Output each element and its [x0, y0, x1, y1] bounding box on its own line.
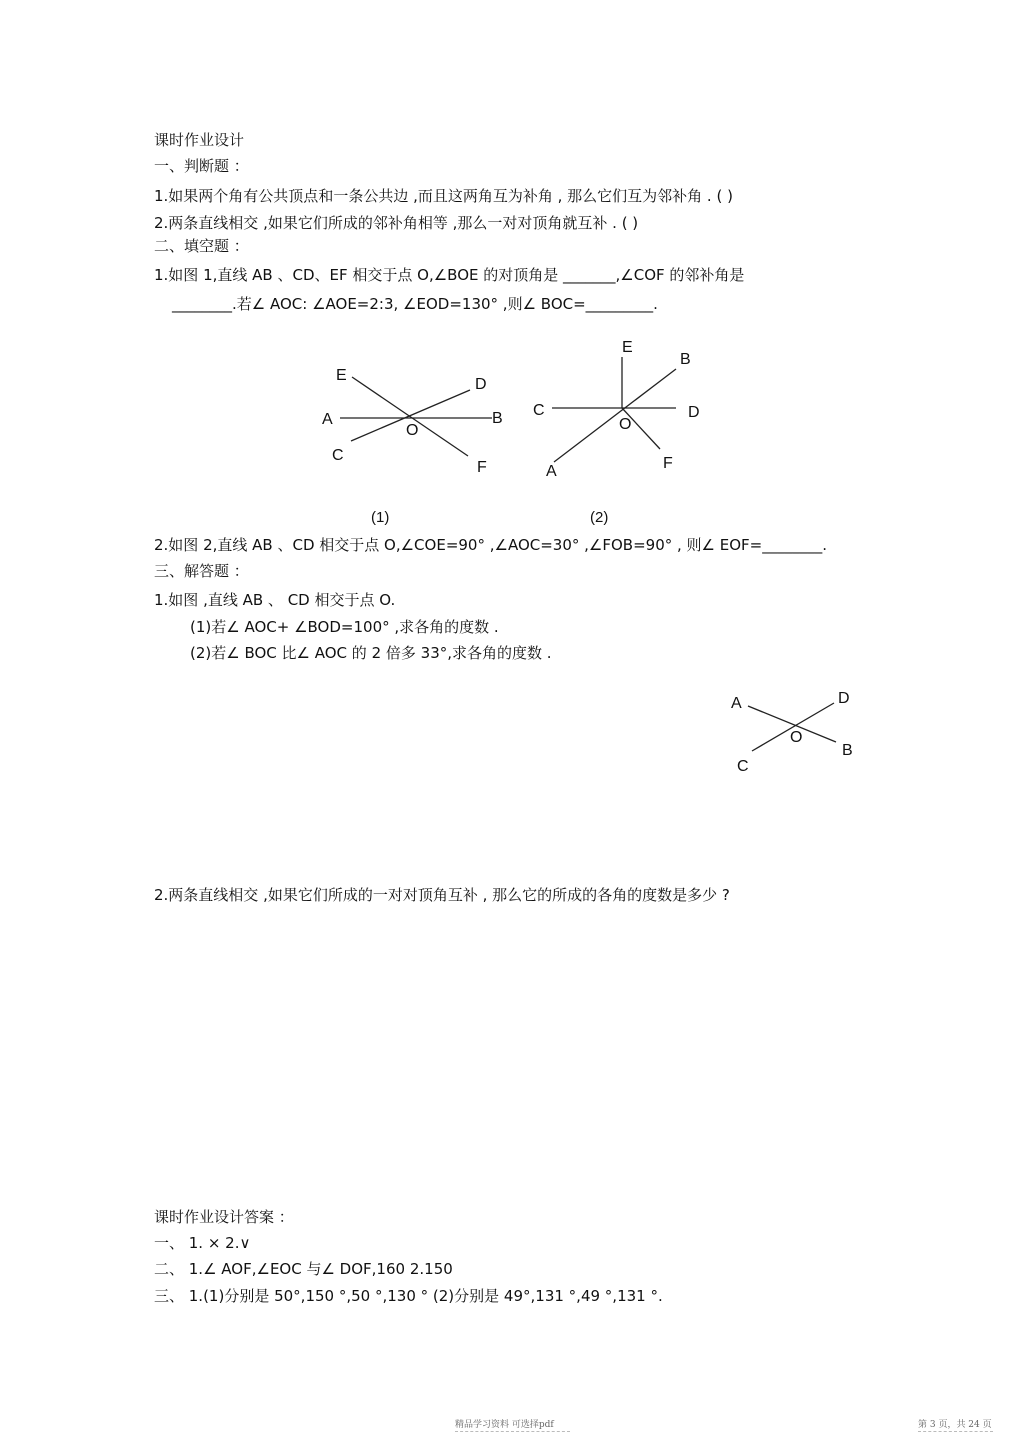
- solve-q1: 1.如图 ,直线 AB 、 CD 相交于点 O.: [154, 591, 396, 609]
- fill-q2: 2.如图 2,直线 AB 、CD 相交于点 O,∠COE=90° ,∠AOC=30° ,∠FOB=90° , 则∠ EOF=________.: [154, 536, 828, 554]
- figure-3-diagram: [722, 685, 862, 780]
- fig1-label-o: O: [406, 422, 419, 439]
- fig2-label-b: B: [680, 351, 691, 368]
- fig3-label-d: D: [838, 690, 850, 707]
- footer-left-text: 精品学习资料 可选择pdf: [455, 1420, 554, 1430]
- judge-q2: 2.两条直线相交 ,如果它们所成的邻补角相等 ,那么一对对顶角就互补 . ( ): [154, 214, 639, 232]
- solve-q2: 2.两条直线相交 ,如果它们所成的一对对顶角互补 , 那么它的所成的各角的度数是多少 ?: [154, 886, 730, 904]
- answers-section-3: 三、 1.(1)分别是 50°,150 °,50 °,130 ° (2)分别是 49°,131 °,49 °,131 °.: [154, 1287, 663, 1305]
- answers-section-1: 一、 1. × 2.∨: [154, 1234, 251, 1252]
- fig1-label-e: E: [336, 367, 347, 384]
- fig1-label-b: B: [492, 410, 503, 427]
- figure-2-diagram: [528, 335, 718, 485]
- page-title: 课时作业设计: [154, 131, 245, 149]
- judge-q1: 1.如果两个角有公共顶点和一条公共边 ,而且这两角互为补角 , 那么它们互为邻补角 . ( ): [154, 187, 733, 205]
- fig3-label-c: C: [737, 758, 749, 775]
- section-1-heading: 一、判断题 ：: [154, 157, 249, 175]
- footer-right-divider: [918, 1431, 993, 1432]
- fig2-label-d: D: [688, 404, 700, 421]
- fig1-label-c: C: [332, 447, 344, 464]
- fill-q1-line2: ________.若∠ AOC: ∠AOE=2:3, ∠EOD=130° ,则∠ BOC=_________.: [172, 295, 658, 313]
- fig1-label-d: D: [475, 376, 487, 393]
- fig1-label-f: F: [477, 459, 487, 476]
- fig2-label-c: C: [533, 402, 545, 419]
- solve-q1-part1: (1)若∠ AOC+ ∠BOD=100° ,求各角的度数 .: [190, 618, 499, 636]
- fig2-label-e: E: [622, 339, 633, 356]
- section-3-heading: 三、解答题 ：: [154, 562, 249, 580]
- figure-2-caption: (2): [590, 509, 609, 526]
- footer-page-number: 第 3 页，共 24 页: [918, 1420, 992, 1430]
- solve-q1-part2: (2)若∠ BOC 比∠ AOC 的 2 倍多 33°,求各角的度数 .: [190, 644, 552, 662]
- fig2-label-o: O: [619, 416, 632, 433]
- fig2-label-f: F: [663, 455, 673, 472]
- footer-left-divider: [455, 1431, 570, 1432]
- fig3-label-a: A: [731, 695, 742, 712]
- fig3-label-o: O: [790, 729, 803, 746]
- answers-section-2: 二、 1.∠ AOF,∠EOC 与∠ DOF,160 2.150: [154, 1260, 453, 1278]
- fig3-label-b: B: [842, 742, 853, 759]
- fill-q1-line1: 1.如图 1,直线 AB 、CD、EF 相交于点 O,∠BOE 的对顶角是 _______,∠COF 的邻补角是: [154, 266, 745, 284]
- section-2-heading: 二、填空题 ：: [154, 237, 249, 255]
- answers-title: 课时作业设计答案 ：: [154, 1208, 294, 1226]
- fig1-label-a: A: [322, 411, 333, 428]
- figure-1-caption: (1): [371, 509, 390, 526]
- fig2-label-a: A: [546, 463, 557, 480]
- figure-1-diagram: [310, 355, 520, 485]
